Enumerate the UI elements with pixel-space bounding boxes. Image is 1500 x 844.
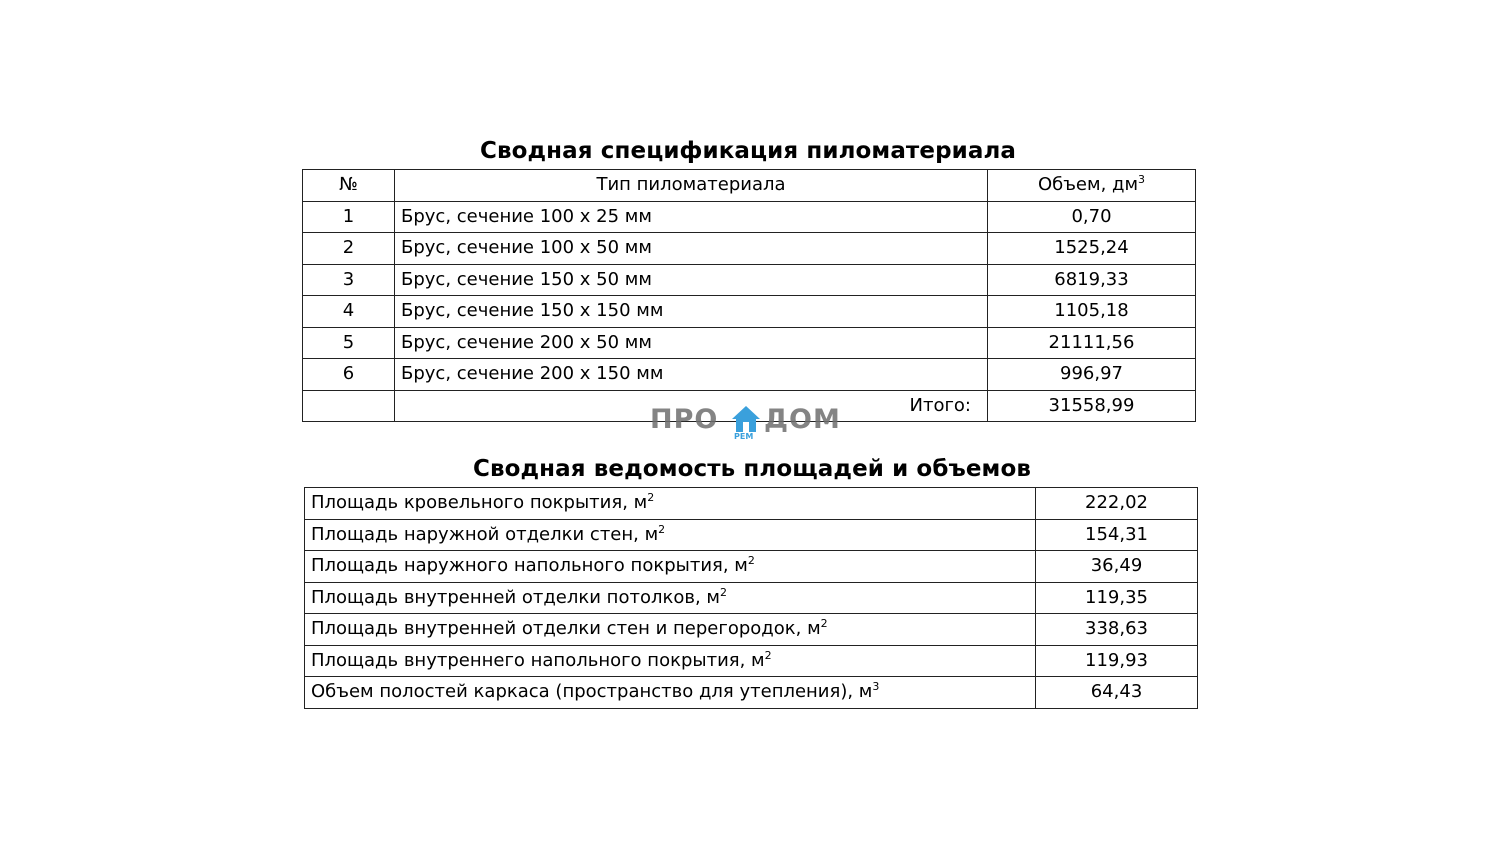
- area-unit-sup: 2: [658, 522, 666, 536]
- area-name: [305, 551, 1036, 583]
- row-num: 3: [303, 264, 395, 296]
- row-num: 2: [303, 233, 395, 265]
- watermark-right-text: ДОМ: [764, 404, 841, 435]
- row-type: Брус, сечение 150 х 150 мм: [395, 296, 988, 328]
- area-unit-sup: 2: [764, 648, 772, 662]
- row-type: Брус, сечение 200 х 150 мм: [395, 359, 988, 391]
- watermark-logo: [650, 404, 850, 444]
- table-row: [303, 359, 1196, 391]
- area-value: 36,49: [1036, 551, 1198, 583]
- table-row: [303, 201, 1196, 233]
- header-type: Тип пиломатериала: [395, 170, 988, 202]
- area-unit-sup: 2: [647, 491, 655, 505]
- table-row: [305, 551, 1198, 583]
- row-volume: 0,70: [988, 201, 1196, 233]
- area-unit-sup: 3: [872, 680, 880, 694]
- total-value: 31558,99: [988, 390, 1196, 422]
- area-name-text: Площадь внутренней отделки стен и перегородок, м: [311, 618, 821, 640]
- areas-table: [304, 487, 1198, 709]
- watermark-sub-text: РЕМ: [734, 432, 754, 441]
- area-name-text: Площадь наружной отделки стен, м: [311, 523, 659, 545]
- table-row: [305, 614, 1198, 646]
- area-unit-sup: 2: [719, 585, 727, 599]
- row-num: 1: [303, 201, 395, 233]
- table-row: [303, 296, 1196, 328]
- row-volume: 21111,56: [988, 327, 1196, 359]
- row-type: Брус, сечение 100 х 25 мм: [395, 201, 988, 233]
- table-row: [305, 582, 1198, 614]
- area-name: [305, 614, 1036, 646]
- table-header-row: [303, 170, 1196, 202]
- table-row: [303, 264, 1196, 296]
- header-volume-sup: 3: [1138, 173, 1146, 187]
- row-num: 4: [303, 296, 395, 328]
- area-name-text: Объем полостей каркаса (пространство для утепления), м: [311, 681, 873, 703]
- area-value: 64,43: [1036, 677, 1198, 709]
- area-value: 338,63: [1036, 614, 1198, 646]
- table-row: [305, 645, 1198, 677]
- area-value: 119,35: [1036, 582, 1198, 614]
- table-row: [303, 327, 1196, 359]
- area-value: 119,93: [1036, 645, 1198, 677]
- row-volume: 1105,18: [988, 296, 1196, 328]
- area-name: [305, 488, 1036, 520]
- row-type: Брус, сечение 150 х 50 мм: [395, 264, 988, 296]
- area-name-text: Площадь наружного напольного покрытия, м: [311, 555, 748, 577]
- table-row: [303, 233, 1196, 265]
- total-label: Итого:: [395, 390, 988, 422]
- area-name-text: Площадь кровельного покрытия, м: [311, 492, 648, 514]
- total-empty-cell: [303, 390, 395, 422]
- row-volume: 6819,33: [988, 264, 1196, 296]
- area-name-text: Площадь внутреннего напольного покрытия, м: [311, 649, 765, 671]
- area-unit-sup: 2: [820, 617, 828, 631]
- lumber-spec-table: [302, 169, 1196, 422]
- row-type: Брус, сечение 200 х 50 мм: [395, 327, 988, 359]
- row-volume: 1525,24: [988, 233, 1196, 265]
- area-name: [305, 645, 1036, 677]
- table-row: [305, 519, 1198, 551]
- area-name: [305, 677, 1036, 709]
- row-volume: 996,97: [988, 359, 1196, 391]
- row-type: Брус, сечение 100 х 50 мм: [395, 233, 988, 265]
- row-num: 5: [303, 327, 395, 359]
- area-name-text: Площадь внутренней отделки потолков, м: [311, 586, 720, 608]
- header-num: №: [303, 170, 395, 202]
- table-row: [305, 488, 1198, 520]
- header-volume: [988, 170, 1196, 202]
- area-value: 222,02: [1036, 488, 1198, 520]
- watermark-left-text: ПРО: [650, 404, 719, 435]
- spec-title: Сводная спецификация пиломатериала: [479, 138, 1017, 164]
- row-num: 6: [303, 359, 395, 391]
- area-name: [305, 519, 1036, 551]
- area-value: 154,31: [1036, 519, 1198, 551]
- area-name: [305, 582, 1036, 614]
- table-row: [305, 677, 1198, 709]
- area-unit-sup: 2: [747, 554, 755, 568]
- header-volume-text: Объем, дм: [1037, 174, 1139, 196]
- areas-title: Сводная ведомость площадей и объемов: [472, 456, 1032, 482]
